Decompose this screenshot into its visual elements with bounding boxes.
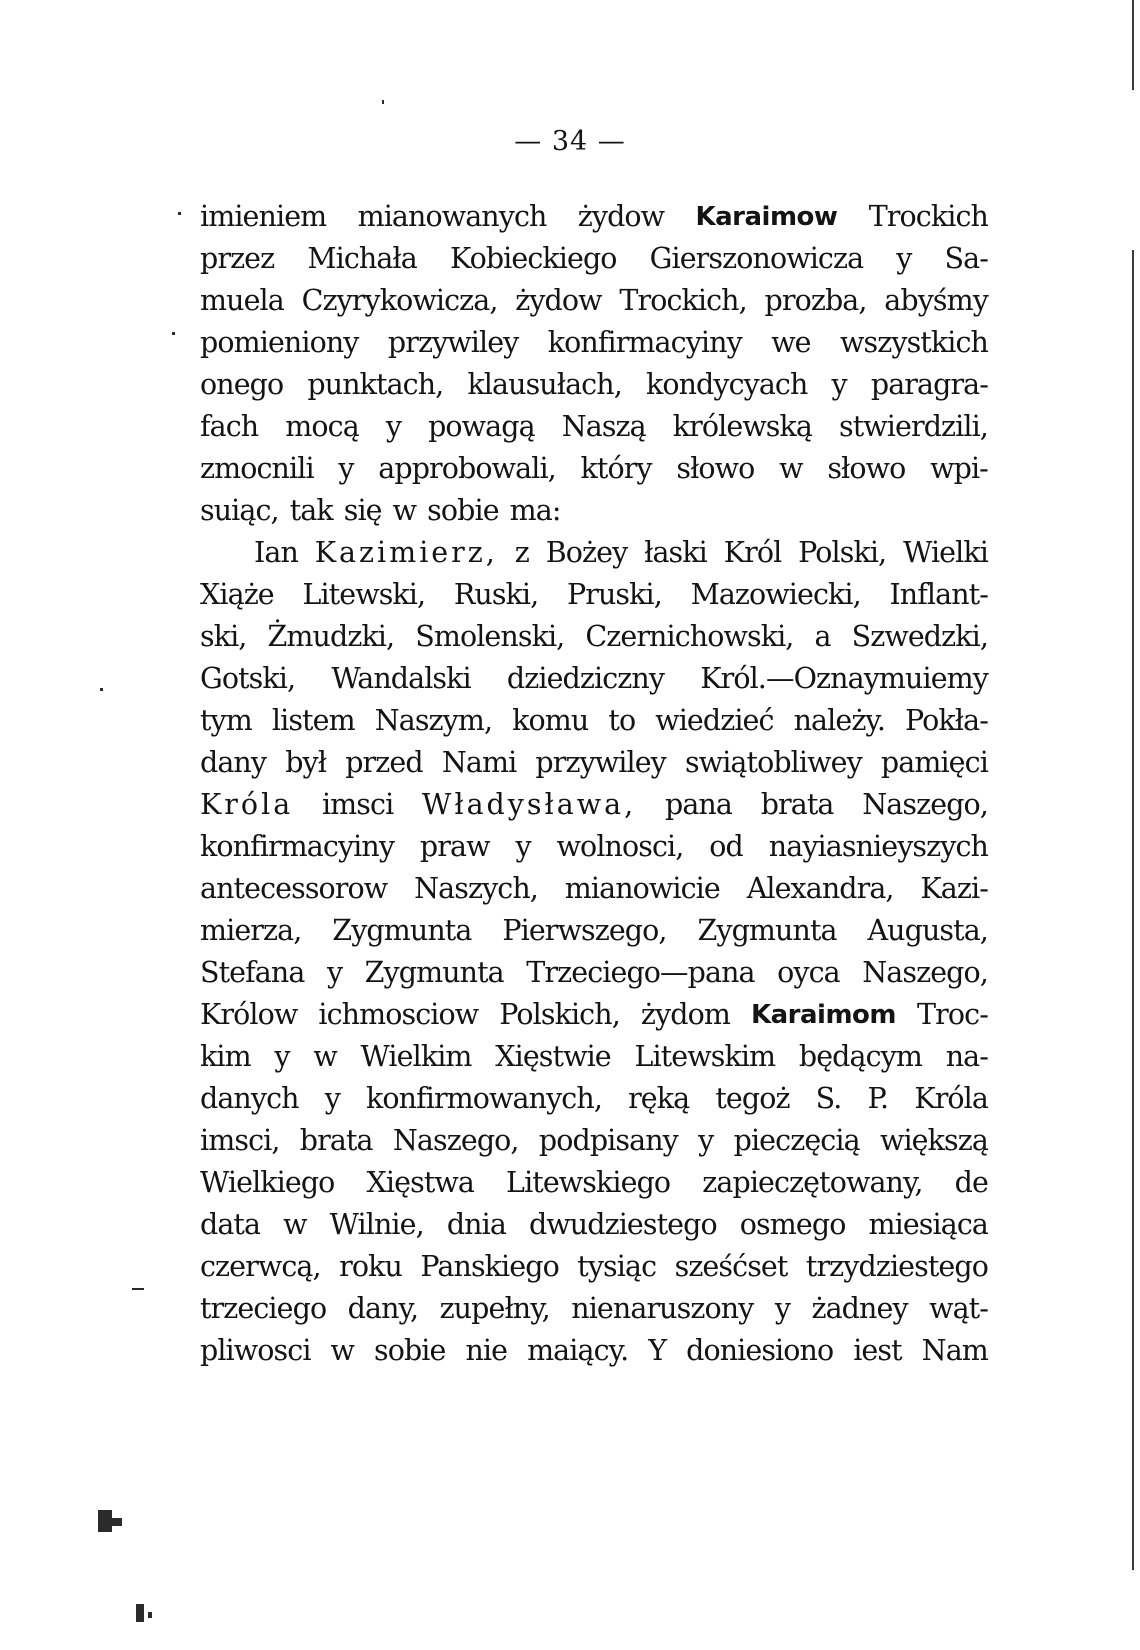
word: P.	[867, 1082, 889, 1115]
word: Gotski,	[200, 662, 296, 695]
text-line	[200, 196, 988, 238]
word: imieniem	[200, 200, 327, 233]
word: sobie	[427, 494, 499, 527]
word: Naszym,	[374, 704, 493, 737]
word: y	[385, 410, 402, 443]
word: żydow	[515, 284, 602, 317]
word: tysiąc	[577, 1250, 657, 1283]
word: Litewskiego	[506, 1166, 671, 1199]
word: praw	[419, 830, 490, 863]
word: nienaruszony	[571, 1292, 754, 1325]
word: powagą	[428, 410, 535, 443]
text-line	[200, 364, 988, 406]
word: pamięci	[880, 746, 988, 779]
word: w	[283, 1208, 307, 1241]
word: Troc-	[917, 998, 988, 1031]
text-line	[200, 448, 988, 490]
word: komu	[512, 704, 589, 737]
word: Ian	[254, 536, 298, 569]
text-line	[200, 1246, 988, 1288]
word: approbowali,	[378, 452, 556, 485]
word: Kazi-	[920, 872, 988, 905]
word: Nami	[441, 746, 517, 779]
word: ręką	[628, 1082, 690, 1115]
word: był	[285, 746, 327, 779]
text-line	[200, 910, 988, 952]
word: tak	[289, 494, 333, 527]
word: wpi-	[930, 452, 988, 485]
word: tym	[200, 704, 252, 737]
word: y	[896, 242, 912, 275]
word: S.	[815, 1082, 842, 1115]
word: konfirmacyiny	[547, 326, 742, 359]
word: y	[515, 830, 531, 863]
word: w	[330, 1334, 354, 1367]
word: y	[831, 368, 847, 401]
word: y	[698, 1124, 714, 1157]
word: przez	[200, 242, 275, 275]
word: kim	[200, 1040, 251, 1073]
word: pieczęcią	[733, 1124, 860, 1157]
word: y	[774, 1292, 791, 1325]
word: listem	[271, 704, 355, 737]
word: mocą	[285, 410, 359, 443]
text-line	[200, 1288, 988, 1330]
word: mianowicie	[564, 872, 720, 905]
text-line	[200, 868, 988, 910]
word: ma:	[509, 494, 561, 527]
text-line	[200, 532, 988, 574]
word: roku	[339, 1250, 402, 1283]
word: trzydziestego	[805, 1250, 988, 1283]
word: Pruski,	[566, 578, 662, 611]
word: danych	[200, 1082, 299, 1115]
word: brata	[299, 1124, 373, 1157]
word: Szwedzki,	[851, 620, 988, 653]
word: wszystkich	[840, 326, 988, 359]
word: dziedziczny	[506, 662, 665, 695]
word: imsci,	[200, 1124, 280, 1157]
word: Polskich,	[499, 998, 620, 1031]
word: który	[580, 452, 652, 485]
word: Xięstwa	[366, 1166, 474, 1199]
word: Czernichowski,	[585, 620, 794, 653]
text-line	[200, 952, 988, 994]
page-number: — 34 —	[514, 126, 626, 157]
word: Królow	[200, 998, 298, 1031]
word: data	[200, 1208, 261, 1241]
word: brata	[760, 788, 834, 821]
word: Polski,	[798, 536, 887, 569]
word: de	[954, 1166, 988, 1199]
word: punktach,	[307, 368, 444, 401]
text-line	[200, 490, 988, 532]
word: przed	[345, 746, 423, 779]
word: antecessorow	[200, 872, 388, 905]
word: suiąc,	[200, 494, 279, 527]
word: ichmosciow	[318, 998, 479, 1031]
word: Xiąże	[200, 578, 274, 611]
word: należy.	[793, 704, 886, 737]
word: kondycyach	[645, 368, 808, 401]
word: Alexandra,	[746, 872, 894, 905]
word: Stefana	[200, 956, 305, 989]
word: od	[709, 830, 743, 863]
word: Wielkiego	[200, 1166, 335, 1199]
word: Naszego,	[862, 788, 988, 821]
word: swiątobliwey	[685, 746, 862, 779]
word: Naszego,	[392, 1124, 519, 1157]
word: Litewskim	[634, 1040, 776, 1073]
word: y	[338, 452, 354, 485]
word: sobie	[373, 1334, 446, 1367]
word: Naszych,	[414, 872, 538, 905]
word: imsci	[321, 788, 394, 821]
word: Gierszonowicza	[649, 242, 864, 275]
text-line	[200, 1120, 988, 1162]
word: dany,	[347, 1292, 419, 1325]
text-line	[200, 742, 988, 784]
word: trzeciego	[200, 1292, 327, 1325]
text-line	[200, 238, 988, 280]
word: Naszą	[561, 410, 646, 443]
word: Władysława,	[422, 788, 637, 821]
word: oyca	[777, 956, 840, 989]
word: zapieczętowany,	[702, 1166, 923, 1199]
word: Y	[648, 1334, 667, 1367]
word: pana	[664, 788, 732, 821]
text-line	[200, 616, 988, 658]
word: na-	[945, 1040, 988, 1073]
word: Kobieckiego	[449, 242, 617, 275]
word: przywiley	[535, 746, 666, 779]
text-line	[200, 406, 988, 448]
word: tegoż	[715, 1082, 790, 1115]
scan-edge-line	[1132, 250, 1134, 1570]
word: konfirmowanych,	[366, 1082, 602, 1115]
word: Wielkim	[360, 1040, 472, 1073]
word: Xięstwie	[495, 1040, 611, 1073]
word: sześćset	[674, 1250, 788, 1283]
word: Naszego,	[862, 956, 988, 989]
word: nie	[465, 1334, 508, 1367]
word: ski,	[200, 620, 247, 653]
word: żadney	[811, 1292, 908, 1325]
word: Mazowiecki,	[690, 578, 861, 611]
word: Trockich,	[619, 284, 747, 317]
word: muela	[200, 284, 284, 317]
scan-edge-line	[1132, 0, 1134, 90]
text-line	[200, 322, 988, 364]
word: Król	[723, 536, 782, 569]
word: Inflant-	[889, 578, 988, 611]
word: stwierdzili,	[839, 410, 988, 443]
word: Wielki	[903, 536, 988, 569]
word: wąt-	[929, 1292, 988, 1325]
word: onego	[200, 368, 284, 401]
word: dany	[200, 746, 267, 779]
word: słowo	[676, 452, 755, 485]
word: Pokła-	[905, 704, 988, 737]
text-line	[200, 700, 988, 742]
word: przywiley	[387, 326, 519, 359]
word: konfirmacyiny	[200, 830, 395, 863]
word: Sa-	[944, 242, 988, 275]
word: pliwosci	[200, 1334, 311, 1367]
word: a	[814, 620, 831, 653]
word: mianowanych	[357, 200, 547, 233]
word: Nam	[921, 1334, 988, 1367]
word: podpisany	[538, 1124, 678, 1157]
text-line	[200, 826, 988, 868]
word: w	[313, 1040, 337, 1073]
word: większą	[879, 1124, 988, 1157]
text-line	[200, 1330, 988, 1372]
word: w	[779, 452, 803, 485]
word: Bożey	[545, 536, 628, 569]
word: we	[771, 326, 811, 359]
word: Panskiego	[420, 1250, 559, 1283]
word: Trzeciego—pana	[526, 956, 755, 989]
word: z	[514, 536, 529, 569]
text-line	[200, 1162, 988, 1204]
word: wolnosci,	[556, 830, 684, 863]
word: paragra-	[870, 368, 988, 401]
word: prozba,	[764, 284, 867, 317]
word: dnia	[446, 1208, 506, 1241]
word: zupełny,	[439, 1292, 550, 1325]
text-line	[200, 1078, 988, 1120]
word: y	[274, 1040, 290, 1073]
word: nayiasnieyszych	[768, 830, 988, 863]
word: Litewski,	[302, 578, 426, 611]
word: królewską	[672, 410, 812, 443]
word: wiedzieć	[655, 704, 774, 737]
text-line	[200, 658, 988, 700]
word: w	[392, 494, 417, 527]
text-line	[200, 784, 988, 826]
word: Karaimow	[695, 202, 838, 232]
word: Zygmunta	[364, 956, 504, 989]
word: osmego	[739, 1208, 846, 1241]
word: Króla	[200, 788, 294, 821]
word: Kazimierz,	[314, 536, 498, 569]
word: będącym	[798, 1040, 923, 1073]
word: fach	[200, 410, 259, 443]
word: żydow	[577, 200, 665, 233]
word: Pierwszego,	[502, 914, 667, 947]
word: łaski	[644, 536, 707, 569]
word: y	[324, 1082, 340, 1115]
word: Karaimom	[750, 1000, 897, 1030]
word: maiący.	[527, 1334, 629, 1367]
word: Smolenski,	[415, 620, 565, 653]
word: Zygmunta	[697, 914, 837, 947]
word: Króla	[914, 1082, 988, 1115]
word: zmocnili	[200, 452, 314, 485]
body-text	[200, 196, 988, 1372]
word: Wilnie,	[329, 1208, 424, 1241]
word: Zygmunta	[332, 914, 472, 947]
word: Czyrykowicza,	[301, 284, 498, 317]
word: abyśmy	[884, 284, 988, 317]
word: żydom	[640, 998, 730, 1031]
word: dwudziestego	[528, 1208, 717, 1241]
text-line	[200, 1204, 988, 1246]
word: y	[326, 956, 343, 989]
text-line	[200, 280, 988, 322]
word: iest	[853, 1334, 902, 1367]
word: Wandalski	[331, 662, 471, 695]
word: pomieniony	[200, 326, 359, 359]
word: Augusta,	[867, 914, 988, 947]
word: to	[608, 704, 636, 737]
text-line	[200, 574, 988, 616]
word: mierza,	[200, 914, 302, 947]
word: miesiąca	[868, 1208, 988, 1241]
word: doniesiono	[686, 1334, 834, 1367]
text-line	[200, 1036, 988, 1078]
word: Żmudzki,	[267, 620, 395, 653]
word: Trockich	[868, 200, 988, 233]
word: słowo	[827, 452, 906, 485]
word: czerwcą,	[200, 1250, 321, 1283]
text-line	[200, 994, 988, 1036]
word: się	[343, 494, 382, 527]
word: Ruski,	[453, 578, 539, 611]
word: Michała	[307, 242, 417, 275]
word: Król.—Oznaymuiemy	[700, 662, 988, 695]
word: klausułach,	[467, 368, 622, 401]
